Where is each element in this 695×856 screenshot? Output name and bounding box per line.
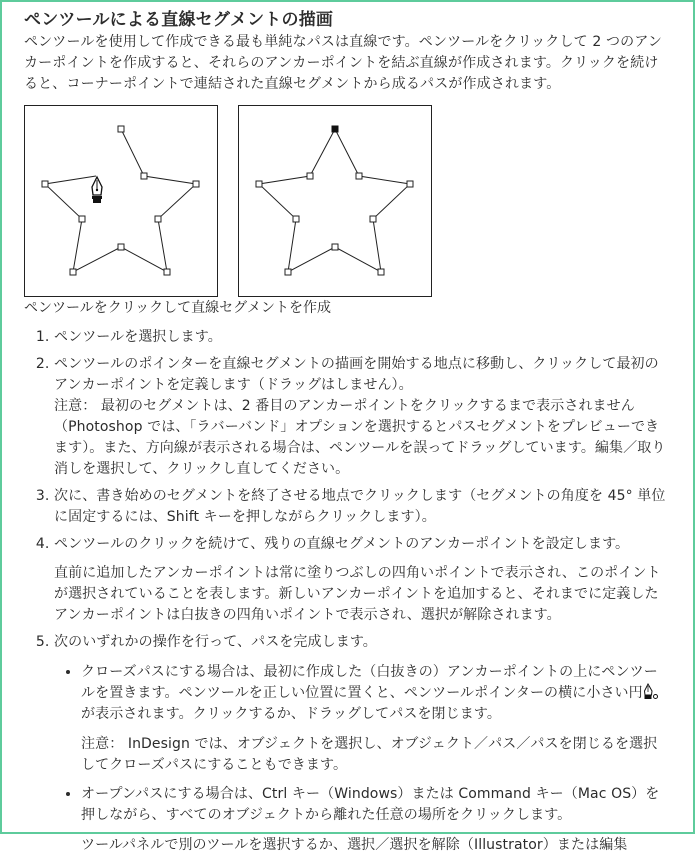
- steps-list: [24, 327, 671, 856]
- star-path-open-illustration: [25, 106, 216, 295]
- step-3: [54, 486, 671, 528]
- figure-illustrations: [24, 105, 671, 297]
- step-note: 注意： 最初のセグメントは、2 番目のアンカーポイントをクリックするまで表示されません（Photoshop では、「ラバーバンド」オプションを選択するとパスセグメントをプレビューできます）。また、方向線が表示される場合は、ペンツールを誤ってドラッグしています。編集／取り消しを選択して、クリックし直してください。: [54, 398, 666, 477]
- step-text: 次のいずれかの操作を行って、パスを完成します。: [54, 634, 377, 650]
- page-title: ペンツールによる直線セグメントの描画: [24, 10, 334, 30]
- step-text: 次に、書き始めのセグメントを終了させる地点でクリックします（セグメントの角度を 45° 単位に固定するには、Shift キーを押しながらクリックします）。: [54, 488, 666, 525]
- step-4: [54, 534, 671, 626]
- figure-star-in-progress: [24, 105, 218, 297]
- pen-cursor-icon: [92, 177, 102, 203]
- completion-options-list: [54, 662, 671, 856]
- option-text: が表示されます。クリックするか、ドラッグしてパスを閉じます。: [81, 706, 501, 722]
- star-path-closed-illustration: [239, 106, 430, 295]
- option-note: ツールパネルで別のツールを選択するか、選択／選択を解除（Illustrator）または編集: [81, 837, 628, 853]
- option-text: クローズパスにする場合は、最初に作成した（白抜きの）アンカーポイントの上にペンツールを置きます。ペンツールを正しい位置に置くと、ペンツールポインターの横に小さい円: [81, 664, 658, 701]
- step-1: [54, 327, 671, 348]
- figure-caption: ペンツールをクリックして直線セグメントを作成: [24, 300, 332, 316]
- option-note: 注意： InDesign では、オブジェクトを選択し、オブジェクト／パス／パスを閉じるを選択してクローズパスにすることもできます。: [81, 736, 658, 773]
- intro-paragraph: ペンツールを使用して作成できる最も単純なパスは直線です。ペンツールをクリックして 2 つのアンカーポイントを作成すると、それらのアンカーポイントを結ぶ直線が作成されます。クリックを続けると、コーナーポイントで連結された直線セグメントから成るパスが作成されます。: [24, 34, 663, 92]
- option-close-path: [81, 662, 671, 776]
- figure-star-completed: [238, 105, 432, 297]
- step-2: [54, 354, 671, 480]
- step-5: [54, 632, 671, 856]
- option-text: オープンパスにする場合は、Ctrl キー（Windows）または Command キー（Mac OS）を押しながら、すべてのオブジェクトから離れた任意の場所をクリックします。: [81, 786, 660, 823]
- step-text: ペンツールのクリックを続けて、残りの直線セグメントのアンカーポイントを設定します。: [54, 536, 630, 552]
- step-text: ペンツールのポインターを直線セグメントの描画を開始する地点に移動し、クリックして最初のアンカーポイントを定義します（ドラッグはしません）。: [54, 356, 659, 393]
- step-text: ペンツールを選択します。: [54, 329, 222, 345]
- option-open-path: [81, 784, 671, 856]
- step-detail: 直前に追加したアンカーポイントは常に塗りつぶしの四角いポイントで表示され、このポイントが選択されていることを表します。新しいアンカーポイントを追加すると、それまでに定義したアンカーポイントは白抜きの四角いポイントで表示され、選択が解除されます。: [54, 565, 661, 623]
- pen-close-path-icon: [643, 683, 659, 700]
